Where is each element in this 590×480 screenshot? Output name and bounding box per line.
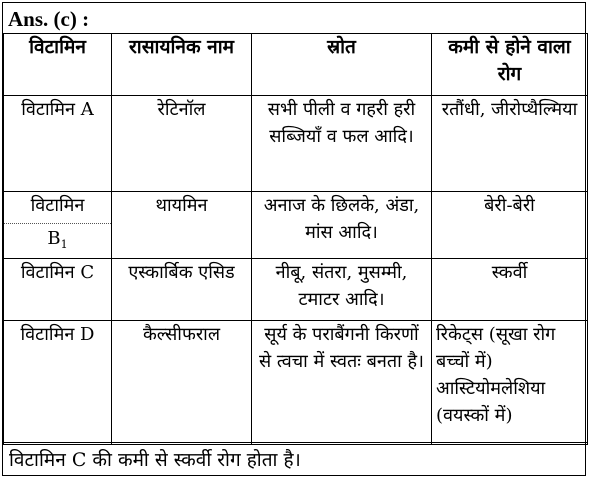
- cell-source: अनाज के छिलके, अंडा, मांस आदि।: [252, 192, 432, 259]
- cell-vitamin: विटामिन D: [4, 321, 112, 445]
- cell-chemical-name: रेटिनॉल: [112, 96, 252, 192]
- header-vitamin: विटामिन: [4, 34, 112, 96]
- cell-source: सभी पीली व गहरी हरी सब्जियाँ व फल आदि।: [252, 96, 432, 192]
- cell-deficiency-disease: रिकेट्स (सूखा रोग बच्चों में) आस्टियोमलेशिया (वयस्कों में): [432, 321, 588, 445]
- header-chemical-name: रासायनिक नाम: [112, 34, 252, 96]
- cell-chemical-name: एस्कार्बिक एसिड: [112, 259, 252, 321]
- cell-vitamin: विटामिन C: [4, 259, 112, 321]
- table-row: [4, 259, 588, 321]
- cell-deficiency-disease: बेरी-बेरी: [432, 192, 588, 259]
- cell-source: नीबू, संतरा, मुसम्मी, टमाटर आदि।: [252, 259, 432, 321]
- answer-label: Ans. (c) :: [8, 7, 90, 31]
- table-row: [4, 321, 588, 445]
- conclusion-row: [3, 442, 587, 479]
- cell-vitamin-letter-line: [4, 223, 111, 258]
- cell-vitamin-main: विटामिन: [30, 195, 85, 216]
- cell-vitamin-letter: B: [47, 228, 61, 249]
- cell-deficiency-disease: स्कर्वी: [432, 259, 588, 321]
- cell-chemical-name: थायमिन: [112, 192, 252, 259]
- cell-source: सूर्य के पराबैंगनी किरणों से त्वचा में स्वतः बनता है।: [252, 321, 432, 445]
- header-deficiency-disease: कमी से होने वाला रोग: [432, 34, 588, 96]
- cell-chemical-name: कैल्सीफराल: [112, 321, 252, 445]
- vitamin-table: [3, 33, 588, 445]
- cell-vitamin: [4, 192, 112, 259]
- header-source: स्रोत: [252, 34, 432, 96]
- table-header-row: [4, 34, 588, 96]
- conclusion-text: विटामिन C की कमी से स्कर्वी रोग होता है।: [9, 449, 301, 471]
- cell-deficiency-disease: रतौंधी, जीरोप्थैल्मिया: [432, 96, 588, 192]
- table-row: [4, 96, 588, 192]
- table-row: [4, 192, 588, 259]
- cell-vitamin-subscript: 1: [60, 238, 68, 251]
- cell-vitamin: विटामिन A: [4, 96, 112, 192]
